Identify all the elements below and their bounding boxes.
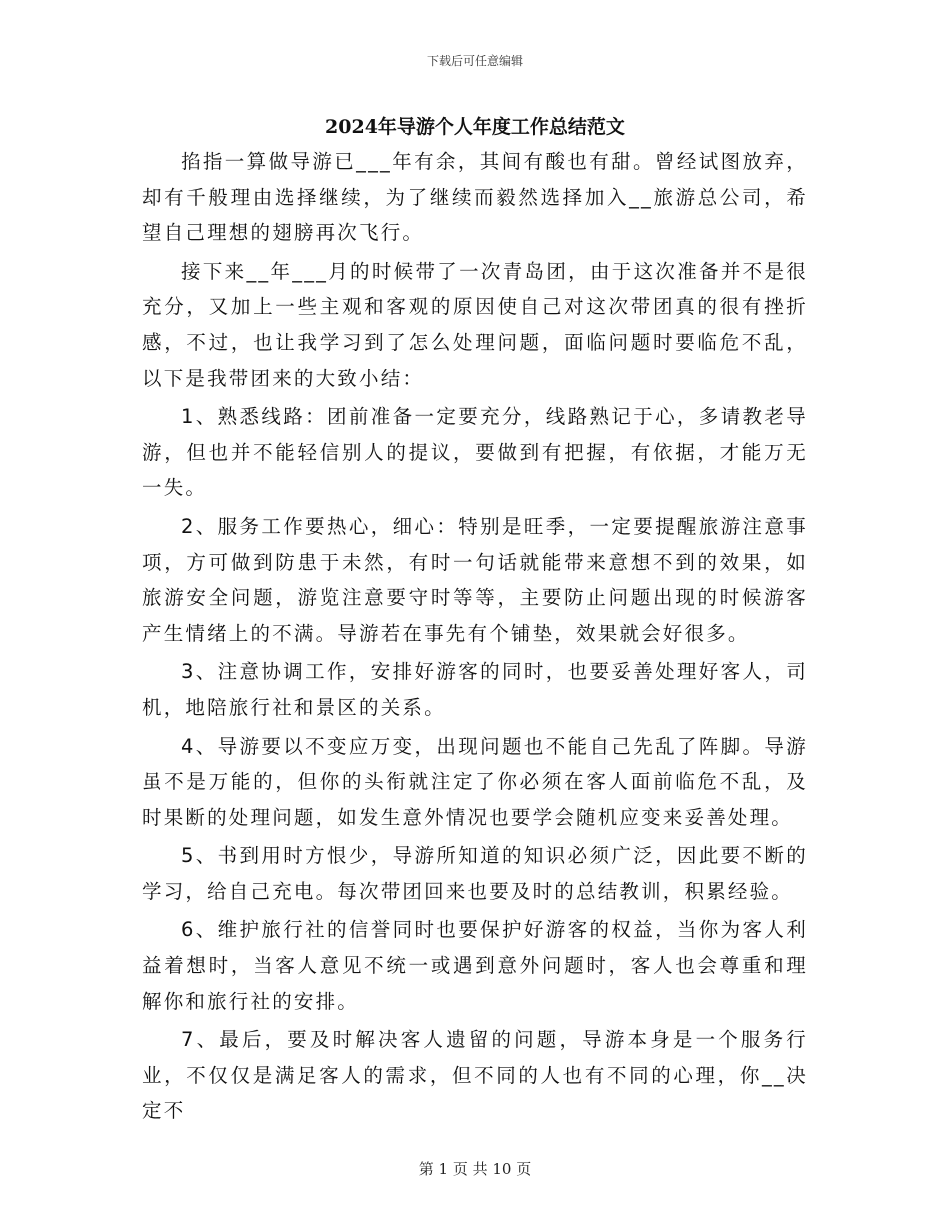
paragraph: 接下来__年___月的时候带了一次青岛团，由于这次准备并不是很充分，又加上一些主观和客观的原因使自己对这次带团真的很有挫折感，不过，也让我学习到了怎么处理问题，面临问题时要临危不乱，以下是我带团来的大致小结： bbox=[142, 259, 808, 390]
paragraph: 掐指一算做导游已___年有余，其间有酸也有甜。曾经试图放弃，却有千般理由选择继续，为了继续而毅然选择加入__旅游总公司，希望自己理想的翅膀再次飞行。 bbox=[142, 150, 808, 245]
paragraph: 4、导游要以不变应万变，出现问题也不能自己先乱了阵脚。导游虽不是万能的，但你的头衔就注定了你必须在客人面前临危不乱，及时果断的处理问题，如发生意外情况也要学会随机应变来妥善处理。 bbox=[142, 734, 808, 829]
paragraph: 5、书到用时方恨少，导游所知道的知识必须广泛，因此要不断的学习，给自己充电。每次带团回来也要及时的总结教训，积累经验。 bbox=[142, 844, 808, 903]
page-header: 下载后可任意编辑 bbox=[426, 54, 523, 68]
document-title: 2024年导游个人年度工作总结范文 bbox=[325, 116, 625, 138]
paragraph: 2、服务工作要热心，细心：特别是旺季，一定要提醒旅游注意事项，方可做到防患于未然，有时一句话就能带来意想不到的效果，如旅游安全问题，游览注意要守时等等，主要防止问题出现的时候游客产生情绪上的不满。导游若在事先有个铺垫，效果就会好很多。 bbox=[142, 514, 808, 645]
paragraph: 6、维护旅行社的信誉同时也要保护好游客的权益，当你为客人利益着想时，当客人意见不统一或遇到意外问题时，客人也会尊重和理解你和旅行社的安排。 bbox=[142, 918, 808, 1013]
document-body bbox=[142, 144, 808, 1132]
page-footer: 第 1 页 共 10 页 bbox=[418, 1160, 532, 1178]
paragraph: 3、注意协调工作，安排好游客的同时，也要妥善处理好客人，司机，地陪旅行社和景区的关系。 bbox=[142, 660, 808, 719]
paragraph: 7、最后，要及时解决客人遗留的问题，导游本身是一个服务行业，不仅仅是满足客人的需求，但不同的人也有不同的心理，你__决定不 bbox=[142, 1028, 808, 1123]
paragraph: 1、熟悉线路：团前准备一定要充分，线路熟记于心，多请教老导游，但也并不能轻信别人的提议，要做到有把握，有依据，才能万无一失。 bbox=[142, 405, 808, 500]
